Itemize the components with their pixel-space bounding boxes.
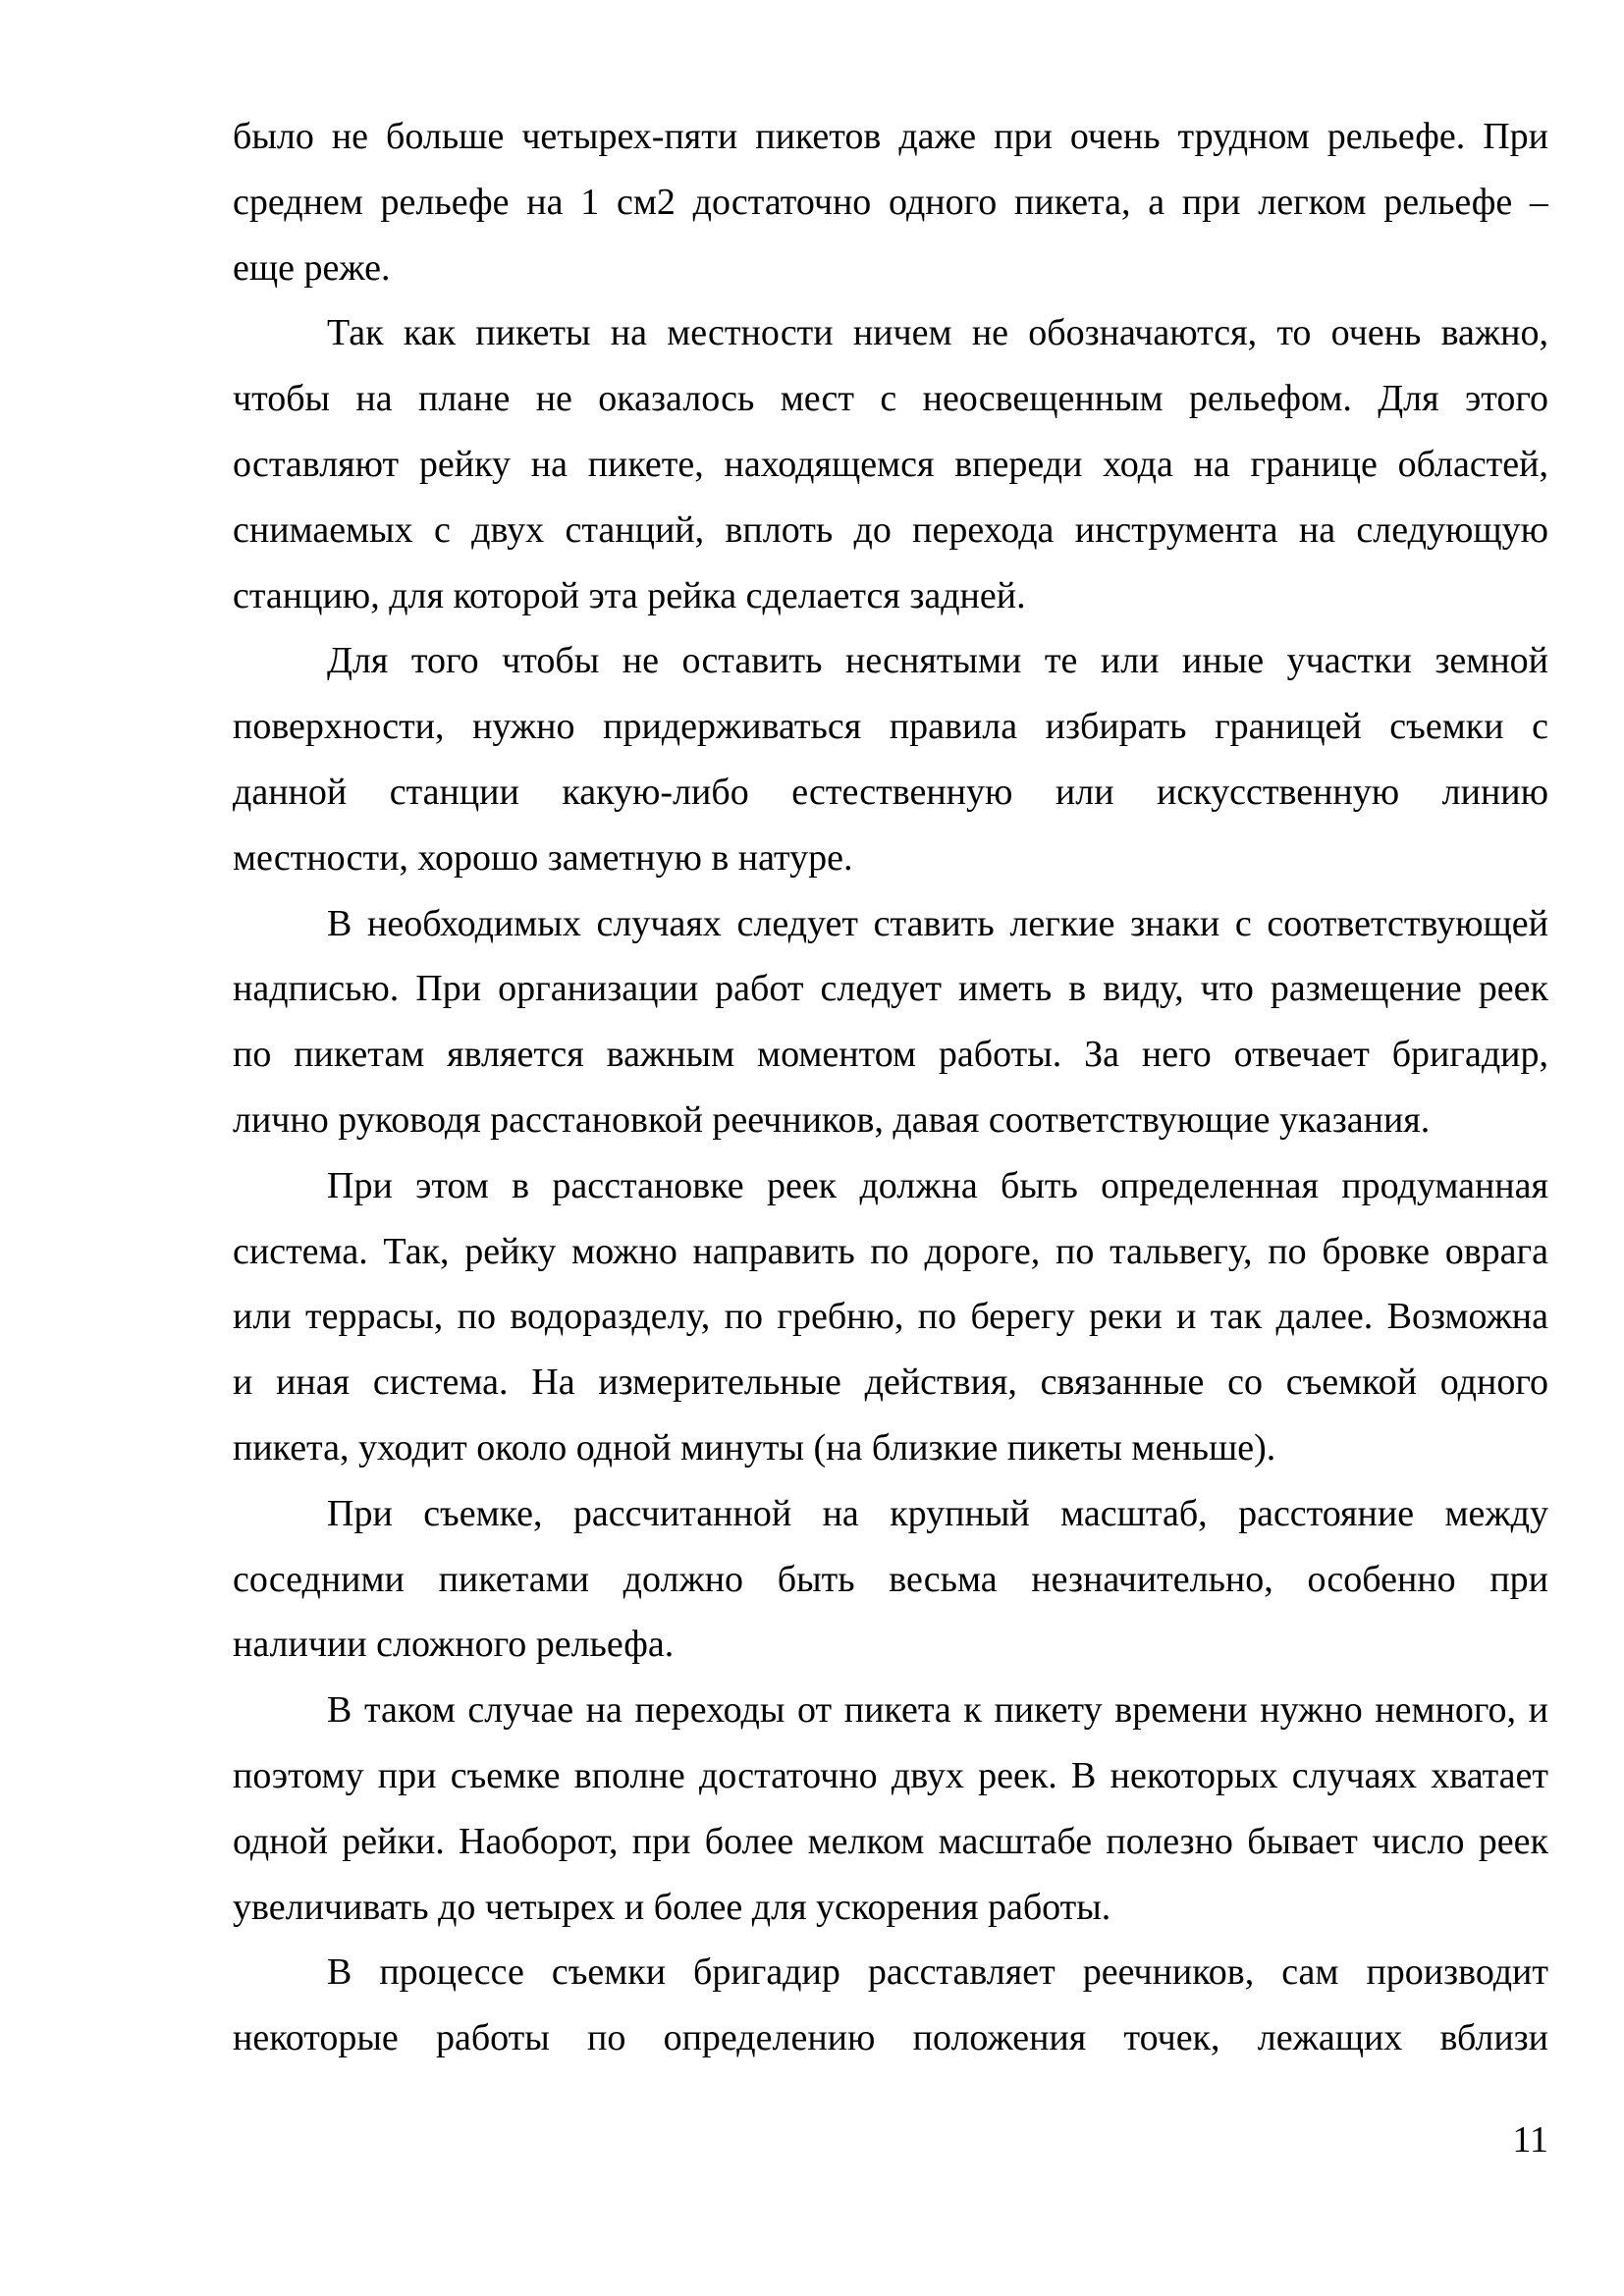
- paragraph: [233, 1481, 1548, 1678]
- text-line: было не больше четырех-пяти пикетов даже при очень трудном рельефе. При: [233, 116, 1548, 157]
- page-number: 11: [1512, 2119, 1548, 2161]
- text-line: В процессе съемки бригадир расставляет реечников, сам производит: [327, 1951, 1548, 1994]
- text-line: поверхности, нужно придерживаться правила избирать границей съемки с: [233, 706, 1548, 748]
- text-line: В необходимых случаях следует ставить легкие знаки с соответствующей: [327, 902, 1548, 944]
- text-line: одной рейки. Наоборот, при более мелком масштабе полезно бывает число реек: [233, 1820, 1548, 1862]
- paragraph: [233, 891, 1548, 1153]
- paragraph: [233, 1153, 1548, 1481]
- text-line: Так как пикеты на местности ничем не обозначаются, то очень важно,: [327, 312, 1548, 354]
- paragraph: [233, 104, 1548, 300]
- text-line: по пикетам является важным моментом работы. За него отвечает бригадир,: [233, 1034, 1548, 1076]
- paragraph: [233, 1678, 1548, 1940]
- text-line: система. Так, рейку можно направить по дороге, по тальвегу, по бровке оврага: [233, 1230, 1548, 1272]
- text-line: пикета, уходит около одной минуты (на близкие пикеты меньше).: [233, 1426, 1276, 1468]
- text-line: среднем рельефе на 1 см2 достаточно одного пикета, а при легком рельефе –: [233, 181, 1548, 223]
- paragraph: [233, 628, 1548, 890]
- text-line: лично руководя расстановкой реечников, давая соответствующие указания.: [233, 1098, 1431, 1141]
- text-line: В таком случае на переходы от пикета к пикету времени нужно немного, и: [327, 1689, 1548, 1732]
- text-line: снимаемых с двух станций, вплоть до перехода инструмента на следующую: [233, 508, 1548, 551]
- text-line: Для того чтобы не оставить неснятыми те или иные участки земной: [327, 640, 1548, 682]
- text-line: и иная система. На измерительные действия, связанные со съемкой одного: [233, 1362, 1548, 1404]
- text-line: чтобы на плане не оказалось мест с неосвещенным рельефом. Для этого: [233, 378, 1548, 420]
- paragraph: [233, 300, 1548, 628]
- text-line: оставляют рейку на пикете, находящемся впереди хода на границе областей,: [233, 443, 1548, 485]
- text-line: станцию, для которой эта рейка сделается задней.: [233, 574, 1026, 616]
- text-line: местности, хорошо заметную в натуре.: [233, 836, 853, 879]
- text-line: некоторые работы по определению положения точек, лежащих вблизи: [233, 2017, 1548, 2059]
- text-line: наличии сложного рельефа.: [233, 1624, 675, 1666]
- page-body: [233, 104, 1548, 2071]
- text-line: надписью. При организации работ следует иметь в виду, что размещение реек: [233, 968, 1548, 1010]
- text-line: данной станции какую-либо естественную или искусственную линию: [233, 771, 1548, 813]
- text-line: увеличивать до четырех и более для ускорения работы.: [233, 1886, 1111, 1928]
- text-line: еще реже.: [233, 246, 391, 289]
- text-line: соседними пикетами должно быть весьма незначительно, особенно при: [233, 1558, 1548, 1600]
- text-line: При этом в расстановке реек должна быть определенная продуманная: [327, 1164, 1548, 1206]
- text-line: или террасы, по водоразделу, по гребню, по берегу реки и так далее. Возможна: [233, 1296, 1548, 1338]
- text-line: поэтому при съемке вполне достаточно двух реек. В некоторых случаях хватает: [233, 1754, 1548, 1796]
- paragraph: [233, 1940, 1548, 2071]
- text-line: При съемке, рассчитанной на крупный масштаб, расстояние между: [327, 1492, 1548, 1534]
